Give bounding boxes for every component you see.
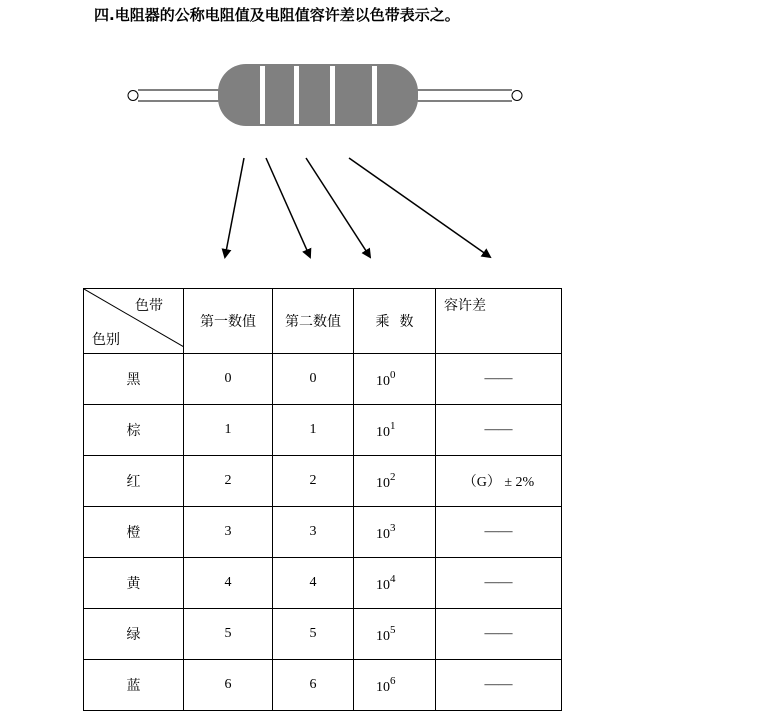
resistor-lead-right [414,90,522,101]
multiplier-exponent: 4 [390,572,396,585]
table-row [84,660,562,711]
resistor-body [218,64,418,126]
color-code-table [83,288,562,711]
color-name: 棕 [84,405,184,456]
table-row [84,405,562,456]
multiplier [354,405,436,456]
resistor-lead-left [128,90,222,101]
header-first-digit: 第一数值 [184,289,273,354]
multiplier-base: 10 [376,424,390,440]
header-band: 色带 [135,298,163,314]
table-row [84,558,562,609]
color-name: 橙 [84,507,184,558]
multiplier-base: 10 [376,526,390,542]
color-band-2 [294,66,299,124]
multiplier [354,354,436,405]
multiplier [354,660,436,711]
arrow-second-digit [266,158,310,257]
diagonal-header-cell [84,289,184,354]
tolerance: —— [436,354,562,405]
second-digit: 6 [273,660,354,711]
header-tolerance: 容许差 [436,289,562,354]
color-name: 红 [84,456,184,507]
multiplier-exponent: 1 [390,419,396,432]
tolerance: —— [436,405,562,456]
second-digit: 4 [273,558,354,609]
multiplier-base: 10 [376,628,390,644]
color-band-4 [372,66,377,124]
multiplier [354,558,436,609]
multiplier-exponent: 6 [390,674,396,687]
color-name: 黄 [84,558,184,609]
arrow-first-digit [225,158,244,257]
table-header-row [84,289,562,354]
table-row [84,507,562,558]
color-band-3 [330,66,335,124]
second-digit: 5 [273,609,354,660]
first-digit: 6 [184,660,273,711]
first-digit: 3 [184,507,273,558]
second-digit: 0 [273,354,354,405]
color-band-1 [260,66,265,124]
header-multiplier-b: 数 [399,314,414,330]
first-digit: 5 [184,609,273,660]
header-color: 色别 [92,332,120,348]
table-row [84,456,562,507]
first-digit: 2 [184,456,273,507]
second-digit: 2 [273,456,354,507]
color-name: 蓝 [84,660,184,711]
tolerance: —— [436,660,562,711]
tolerance: —— [436,609,562,660]
tolerance: （G） ± 2% [436,456,562,507]
multiplier-base: 10 [376,577,390,593]
table-row [84,354,562,405]
multiplier [354,456,436,507]
multiplier-base: 10 [376,475,390,491]
first-digit: 0 [184,354,273,405]
second-digit: 3 [273,507,354,558]
arrow-tolerance [349,158,490,257]
section-heading: 四.电阻器的公称电阻值及电阻值容许差以色带表示之。 [94,6,460,24]
table-row [84,609,562,660]
resistor-diagram [0,0,781,290]
multiplier [354,609,436,660]
header-multiplier-a: 乘 [375,314,390,330]
arrow-multiplier [306,158,370,257]
second-digit: 1 [273,405,354,456]
multiplier-exponent: 2 [390,470,396,483]
color-name: 黑 [84,354,184,405]
multiplier-exponent: 0 [390,368,396,381]
multiplier-exponent: 3 [390,521,396,534]
first-digit: 4 [184,558,273,609]
header-second-digit: 第二数值 [273,289,354,354]
multiplier-base: 10 [376,679,390,695]
tolerance: —— [436,558,562,609]
first-digit: 1 [184,405,273,456]
multiplier [354,507,436,558]
color-name: 绿 [84,609,184,660]
header-multiplier [354,289,436,354]
multiplier-exponent: 5 [390,623,396,636]
multiplier-base: 10 [376,373,390,389]
tolerance: —— [436,507,562,558]
